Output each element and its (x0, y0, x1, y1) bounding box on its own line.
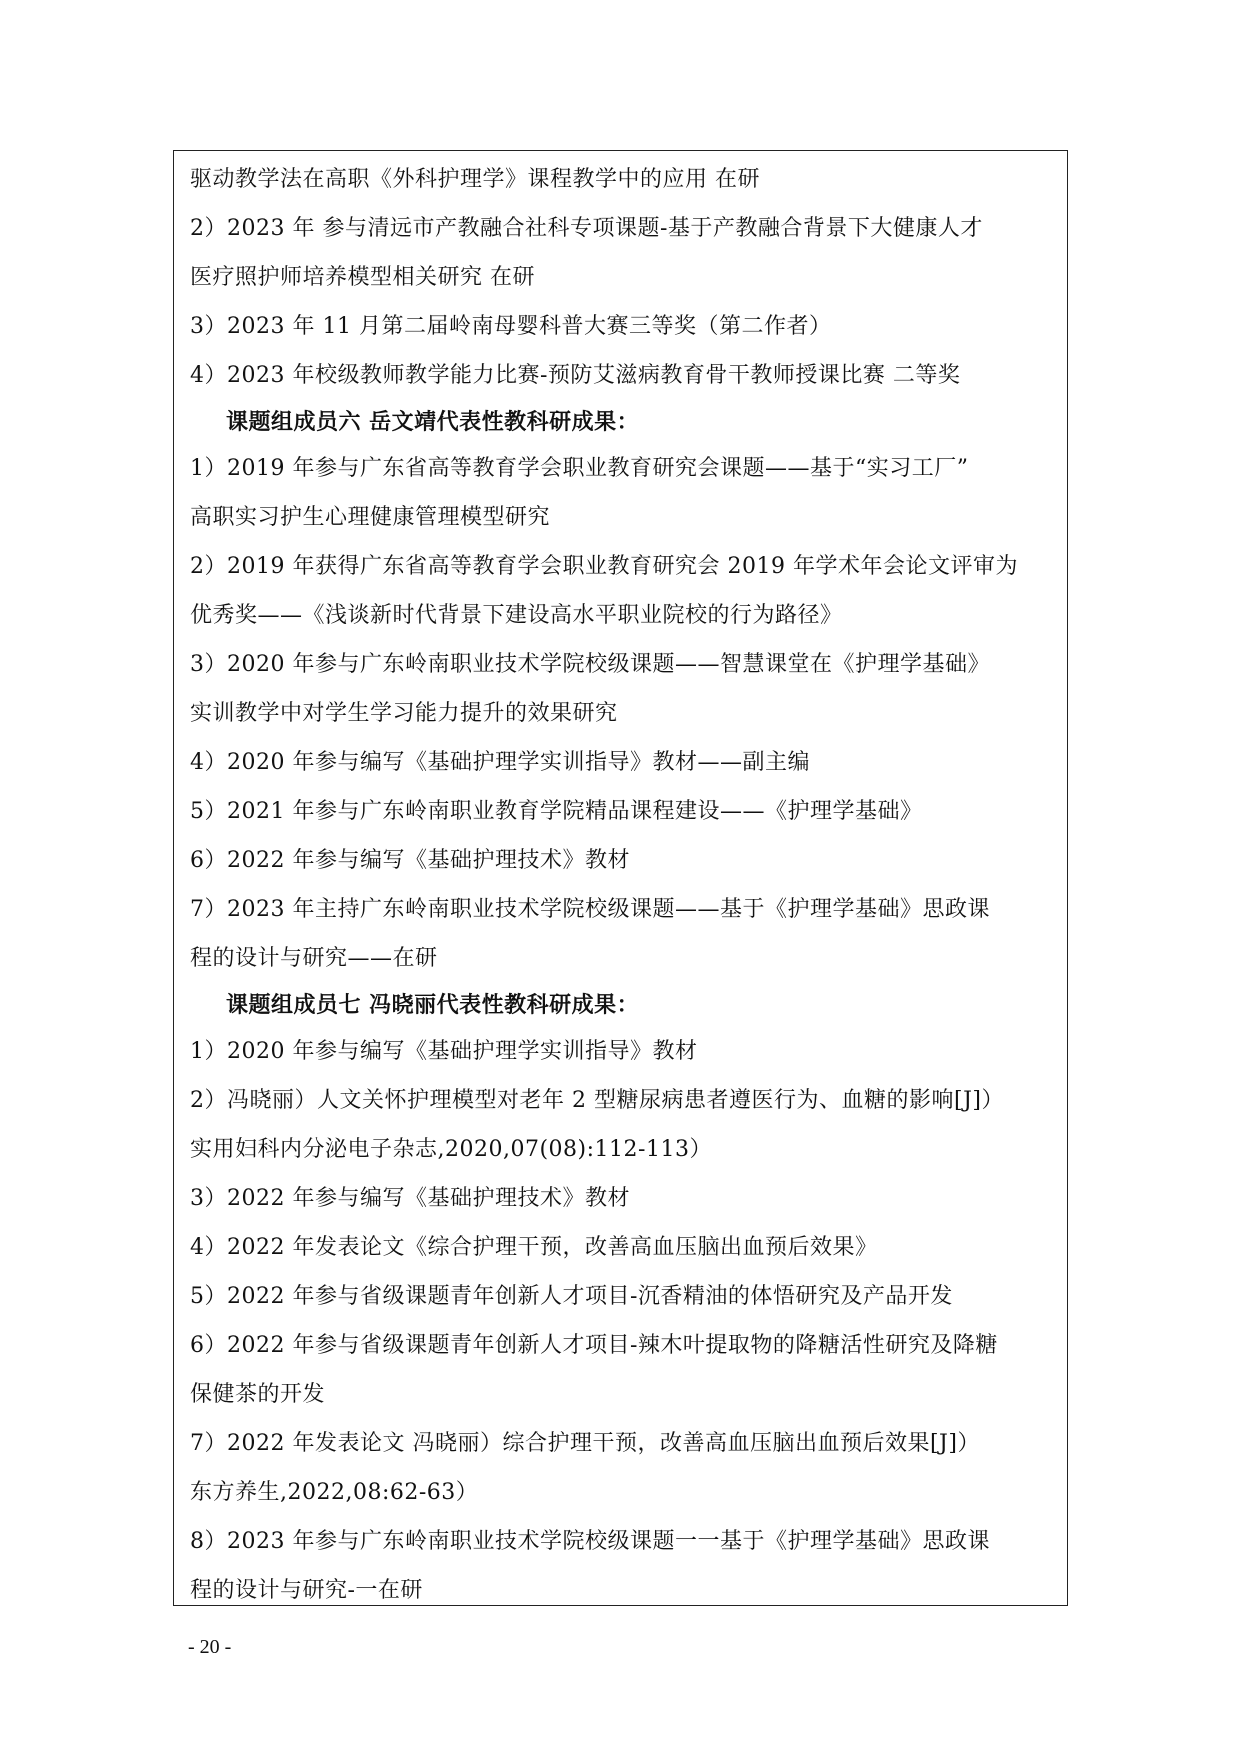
text-line: 东方养生,2022,08:62-63） (190, 1480, 479, 1505)
text-line: 4）2023 年校级教师教学能力比赛-预防艾滋病教育骨干教师授课比赛 二等奖 (190, 363, 961, 388)
text-line: 程的设计与研究-一在研 (190, 1578, 423, 1603)
text-line: 2）冯晓丽）人文关怀护理模型对老年 2 型糖尿病患者遵医行为、血糖的影响[J]） (190, 1088, 1004, 1113)
text-line: 6）2022 年参与省级课题青年创新人才项目-辣木叶提取物的降糖活性研究及降糖 (190, 1333, 998, 1358)
text-line: 8）2023 年参与广东岭南职业技术学院校级课题一一基于《护理学基础》思政课 (190, 1529, 990, 1554)
text-line: 4）2022 年发表论文《综合护理干预，改善高血压脑出血预后效果》 (190, 1235, 878, 1260)
text-line: 5）2021 年参与广东岭南职业教育学院精品课程建设——《护理学基础》 (190, 799, 923, 824)
text-line: 6）2022 年参与编写《基础护理技术》教材 (190, 848, 630, 873)
text-line: 保健茶的开发 (190, 1382, 326, 1407)
text-line: 3）2023 年 11 月第二届岭南母婴科普大赛三等奖（第二作者） (190, 314, 832, 339)
text-line: 1）2020 年参与编写《基础护理学实训指导》教材 (190, 1039, 698, 1064)
text-line: 3）2022 年参与编写《基础护理技术》教材 (190, 1186, 630, 1211)
document-table-cell (173, 150, 1068, 1606)
text-line: 医疗照护师培养模型相关研究 在研 (190, 265, 535, 290)
section-heading: 课题组成员七 冯晓丽代表性教科研成果： (226, 992, 640, 1018)
text-line: 4）2020 年参与编写《基础护理学实训指导》教材——副主编 (190, 750, 810, 775)
text-line: 5）2022 年参与省级课题青年创新人才项目-沉香精油的体悟研究及产品开发 (190, 1284, 953, 1309)
text-line: 程的设计与研究——在研 (190, 946, 438, 971)
text-line: 优秀奖——《浅谈新时代背景下建设高水平职业院校的行为路径》 (190, 603, 843, 628)
cell-content (190, 155, 1059, 1615)
text-line: 7）2023 年主持广东岭南职业技术学院校级课题——基于《护理学基础》思政课 (190, 897, 990, 922)
page-number: - 20 - (188, 1636, 232, 1658)
section-heading: 课题组成员六 岳文靖代表性教科研成果： (226, 409, 640, 435)
text-line: 实训教学中对学生学习能力提升的效果研究 (190, 701, 618, 726)
text-line: 2）2019 年获得广东省高等教育学会职业教育研究会 2019 年学术年会论文评审为 (190, 554, 1018, 579)
text-line: 1）2019 年参与广东省高等教育学会职业教育研究会课题——基于“实习工厂” (190, 456, 969, 481)
text-line: 实用妇科内分泌电子杂志,2020,07(08):112-113） (190, 1137, 712, 1162)
text-line: 7）2022 年发表论文 冯晓丽）综合护理干预，改善高血压脑出血预后效果[J]） (190, 1431, 980, 1456)
text-line: 3）2020 年参与广东岭南职业技术学院校级课题——智慧课堂在《护理学基础》 (190, 652, 990, 677)
text-line: 驱动教学法在高职《外科护理学》课程教学中的应用 在研 (190, 167, 760, 192)
text-line: 2）2023 年 参与清远市产教融合社科专项课题-基于产教融合背景下大健康人才 (190, 216, 983, 241)
text-line: 高职实习护生心理健康管理模型研究 (190, 505, 551, 530)
